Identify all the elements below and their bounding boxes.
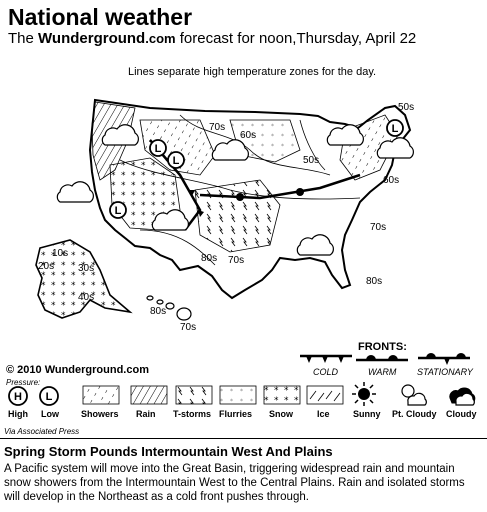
fronts-legend-title: FRONTS: <box>358 341 407 353</box>
pressure-centers <box>0 80 487 342</box>
story-body: A Pacific system will move into the Great Basin, triggering widespread rain and mountain snow showers from the Intermountain West to the Central Plains. Rain and isolated storms will develop in the Northeast as a cold front pushes through. <box>4 463 465 503</box>
copyright-notice: © 2010 Wunderground.com <box>6 364 149 376</box>
zone-label: 50s <box>398 102 415 113</box>
low-pressure-icon <box>387 120 403 136</box>
page-title: National weather <box>8 4 193 30</box>
front-label-warm: WARM <box>368 367 397 377</box>
cloudy-icon <box>446 382 478 406</box>
legend-label-flurries: Flurries <box>219 409 253 419</box>
front-label-stationary: STATIONARY <box>417 367 473 377</box>
low-pressure-icon <box>168 152 184 168</box>
zone-label: 60s <box>383 175 400 186</box>
front-label-cold: COLD <box>313 367 339 377</box>
zone-label: 80s <box>366 276 383 287</box>
low-pressure-legend-icon <box>38 385 60 407</box>
subtitle-brand: Wunderground <box>38 30 146 47</box>
zone-label: 30s <box>78 263 95 274</box>
subtitle-suffix: forecast for noon,Thursday, April 22 <box>175 30 417 47</box>
zone-label: 70s <box>180 322 197 333</box>
legend-label-ice: Ice <box>317 409 330 419</box>
snow-swatch-icon <box>263 385 301 405</box>
divider <box>0 438 487 439</box>
partly-cloudy-icon <box>398 382 428 406</box>
zone-label: 60s <box>240 130 257 141</box>
zone-label: 80s <box>150 306 167 317</box>
zone-label: 20s <box>38 261 55 272</box>
high-pressure-symbol: H <box>14 391 22 403</box>
low-center-rockies: L <box>172 155 180 167</box>
showers-swatch-icon <box>82 385 120 405</box>
subtitle-prefix: The <box>8 30 39 47</box>
zone-label: 10s <box>52 248 69 259</box>
legend-label-pt-cloudy: Pt. Cloudy <box>392 409 437 419</box>
subtitle-domain: .com <box>145 31 176 46</box>
tstorms-swatch-icon <box>175 385 213 405</box>
low-pressure-icon <box>110 202 126 218</box>
legend-label-tstorms: T-storms <box>173 409 212 419</box>
low-pressure-symbol: L <box>45 391 53 403</box>
rain-swatch-icon <box>130 385 168 405</box>
ice-swatch-icon <box>306 385 344 405</box>
legend-label-low: Low <box>41 409 59 419</box>
zone-label: 40s <box>78 292 95 303</box>
legend-label-cloudy: Cloudy <box>446 409 477 419</box>
photo-credit: Via Associated Press <box>4 427 80 436</box>
low-pressure-icon <box>150 140 166 156</box>
zone-label: 70s <box>209 122 226 133</box>
legend-label-snow: Snow <box>269 409 293 419</box>
zone-label: 50s <box>303 155 320 166</box>
zone-label: 80s <box>201 253 218 264</box>
pressure-legend-title: Pressure: <box>6 378 41 387</box>
sun-icon <box>352 382 376 406</box>
low-center-west: L <box>114 205 122 217</box>
low-center-nw: L <box>154 143 162 155</box>
low-center-ne: L <box>391 123 399 135</box>
zone-label: 70s <box>370 222 387 233</box>
flurries-swatch-icon <box>219 385 257 405</box>
legend-label-rain: Rain <box>136 409 156 419</box>
story-headline: Spring Storm Pounds Intermountain West And Plains <box>4 444 333 459</box>
high-pressure-icon <box>7 385 29 407</box>
zone-label: 70s <box>228 255 245 266</box>
forecast-subtitle <box>8 30 416 47</box>
legend-label-showers: Showers <box>81 409 119 419</box>
map-note: Lines separate high temperature zones for the day. <box>128 66 377 78</box>
legend-label-high: High <box>8 409 28 419</box>
legend-label-sunny: Sunny <box>353 409 381 419</box>
